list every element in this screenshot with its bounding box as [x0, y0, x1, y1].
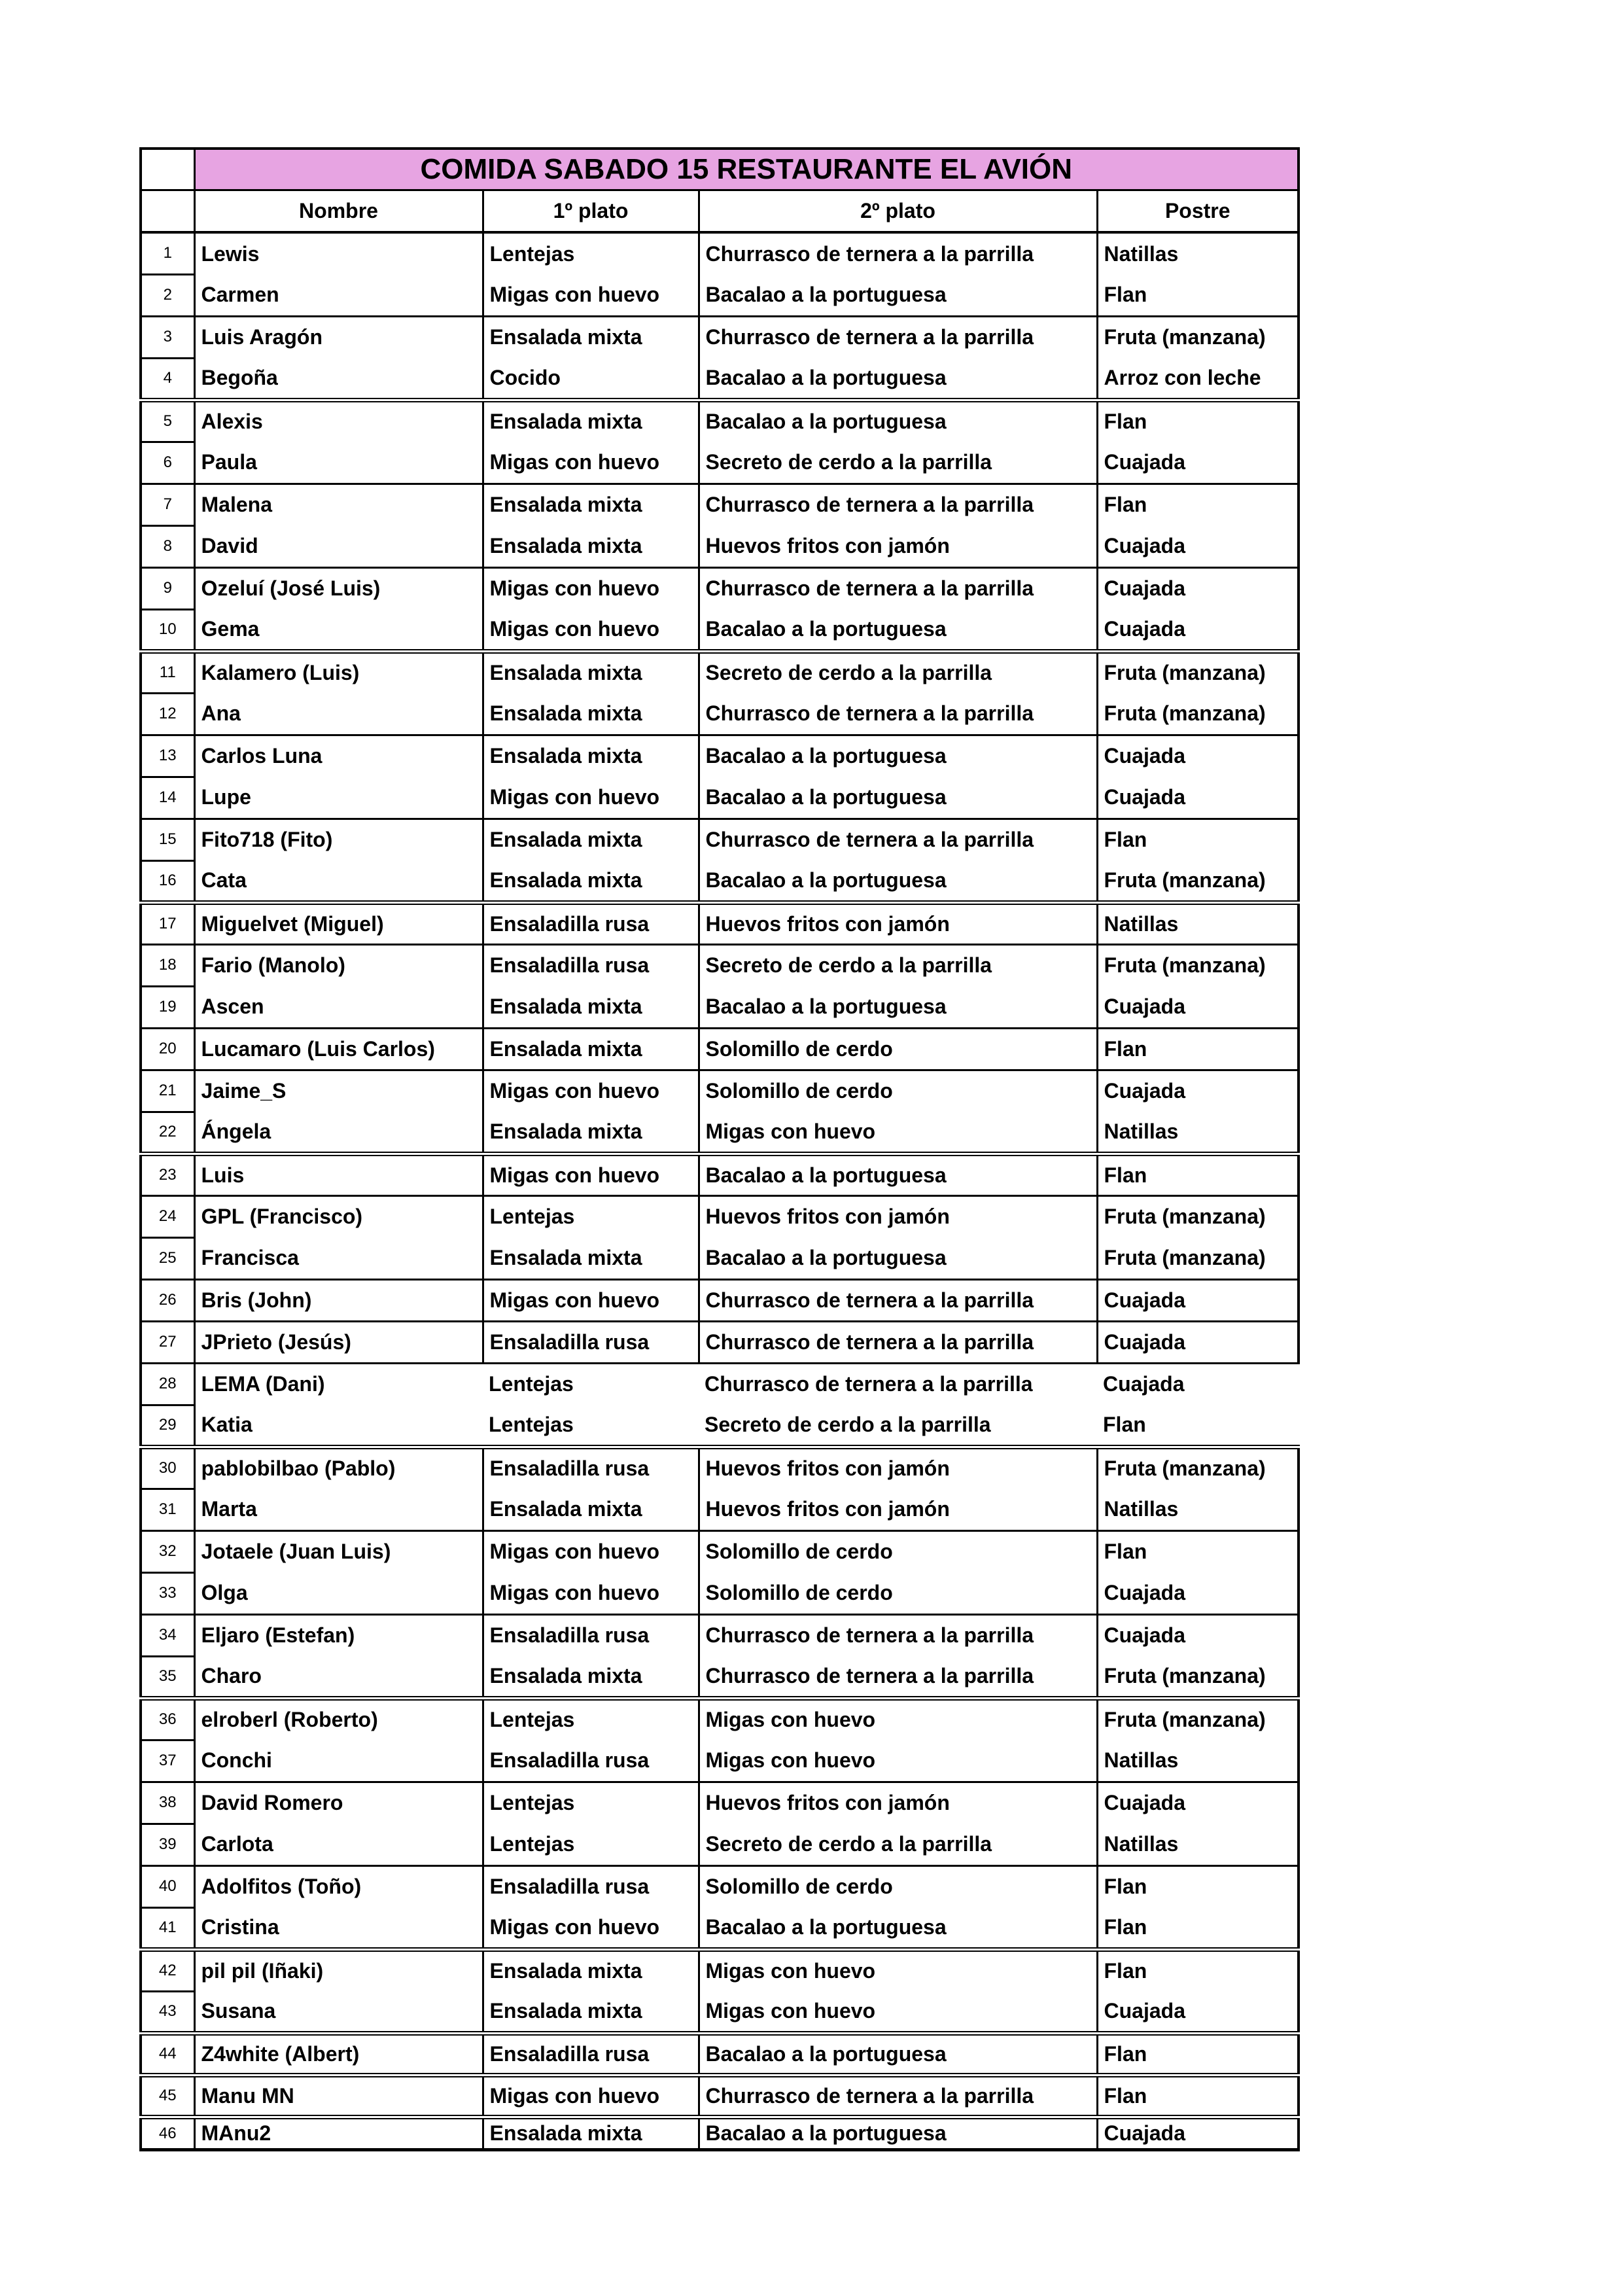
- cell-postre: Flan: [1097, 1530, 1299, 1572]
- cell-1plato: Ensalada mixta: [483, 525, 699, 567]
- table-body: [141, 232, 1299, 2149]
- cell-2plato: Migas con huevo: [699, 1698, 1097, 1740]
- column-header-row: [141, 190, 1299, 232]
- cell-postre: Natillas: [1097, 232, 1299, 274]
- cell-postre: Flan: [1097, 484, 1299, 525]
- cell-nombre: Ozeluí (José Luis): [194, 567, 483, 609]
- cell-1plato: Ensalada mixta: [483, 1656, 699, 1698]
- cell-nombre: Malena: [194, 484, 483, 525]
- row-number: 37: [141, 1740, 194, 1782]
- cell-postre: Flan: [1097, 1907, 1299, 1949]
- cell-nombre: MAnu2: [194, 2117, 483, 2149]
- cell-1plato: Ensalada mixta: [483, 860, 699, 902]
- cell-nombre: Fito718 (Fito): [194, 819, 483, 860]
- cell-postre: Cuajada: [1097, 1614, 1299, 1656]
- cell-1plato: Lentejas: [483, 232, 699, 274]
- table-row: [141, 1405, 1299, 1447]
- cell-2plato: Bacalao a la portuguesa: [699, 1237, 1097, 1279]
- cell-1plato: Migas con huevo: [483, 1572, 699, 1614]
- cell-1plato: Migas con huevo: [483, 609, 699, 651]
- row-number: 38: [141, 1782, 194, 1824]
- cell-1plato: Ensaladilla rusa: [483, 2033, 699, 2075]
- cell-nombre: Lupe: [194, 777, 483, 819]
- cell-nombre: David: [194, 525, 483, 567]
- corner-cell-title: [141, 149, 194, 190]
- cell-1plato: Ensaladilla rusa: [483, 1740, 699, 1782]
- page-title: COMIDA SABADO 15 RESTAURANTE EL AVIÓN: [194, 149, 1299, 190]
- table-row: [141, 1614, 1299, 1656]
- row-number: 2: [141, 274, 194, 316]
- cell-1plato: Ensalada mixta: [483, 2117, 699, 2149]
- cell-2plato: Secreto de cerdo a la parrilla: [699, 651, 1097, 693]
- cell-1plato: Ensalada mixta: [483, 986, 699, 1028]
- cell-2plato: Bacalao a la portuguesa: [699, 986, 1097, 1028]
- cell-2plato: Churrasco de ternera a la parrilla: [699, 1321, 1097, 1363]
- cell-1plato: Ensalada mixta: [483, 735, 699, 777]
- cell-postre: Fruta (manzana): [1097, 1656, 1299, 1698]
- cell-postre: Cuajada: [1097, 1782, 1299, 1824]
- table-row: [141, 400, 1299, 442]
- cell-postre: Natillas: [1097, 1824, 1299, 1865]
- row-number: 30: [141, 1447, 194, 1489]
- cell-2plato: Huevos fritos con jamón: [699, 1447, 1097, 1489]
- cell-postre: Flan: [1097, 2033, 1299, 2075]
- table-row: [141, 2033, 1299, 2075]
- cell-2plato: Huevos fritos con jamón: [699, 1782, 1097, 1824]
- table-row: [141, 274, 1299, 316]
- row-number: 32: [141, 1530, 194, 1572]
- cell-2plato: Secreto de cerdo a la parrilla: [699, 442, 1097, 484]
- cell-postre: Fruta (manzana): [1097, 860, 1299, 902]
- cell-2plato: Bacalao a la portuguesa: [699, 400, 1097, 442]
- row-number: 20: [141, 1028, 194, 1070]
- cell-1plato: Ensalada mixta: [483, 1028, 699, 1070]
- row-number: 21: [141, 1070, 194, 1112]
- cell-1plato: Lentejas: [483, 1405, 699, 1447]
- table-row: [141, 651, 1299, 693]
- row-number: 44: [141, 2033, 194, 2075]
- row-number: 23: [141, 1154, 194, 1195]
- table-row: [141, 1907, 1299, 1949]
- table-row: [141, 442, 1299, 484]
- cell-postre: Cuajada: [1097, 1572, 1299, 1614]
- cell-postre: Fruta (manzana): [1097, 651, 1299, 693]
- cell-1plato: Cocido: [483, 358, 699, 400]
- cell-1plato: Lentejas: [483, 1195, 699, 1237]
- cell-1plato: Lentejas: [489, 1372, 574, 1396]
- cell-1plato: Ensalada mixta: [483, 316, 699, 358]
- cell-2plato: Migas con huevo: [699, 1991, 1097, 2033]
- row-number: 34: [141, 1614, 194, 1656]
- table-row: [141, 1195, 1299, 1237]
- cell-2plato: Migas con huevo: [699, 1112, 1097, 1154]
- row-number: 8: [141, 525, 194, 567]
- cell-2plato: Churrasco de ternera a la parrilla: [699, 1279, 1097, 1321]
- column-header-2plato: 2º plato: [699, 190, 1097, 232]
- cell-postre: Natillas: [1097, 1112, 1299, 1154]
- table-row: [141, 1782, 1299, 1824]
- cell-nombre: Carlota: [194, 1824, 483, 1865]
- column-header-nombre: Nombre: [194, 190, 483, 232]
- row-number: 46: [141, 2117, 194, 2149]
- cell-postre: Flan: [1097, 1865, 1299, 1907]
- row-number: 14: [141, 777, 194, 819]
- cell-nombre: pil pil (Iñaki): [194, 1949, 483, 1991]
- cell-2plato: Solomillo de cerdo: [699, 1028, 1097, 1070]
- cell-postre: Fruta (manzana): [1097, 1237, 1299, 1279]
- title-row: [141, 149, 1299, 190]
- cell-1plato: Ensalada mixta: [483, 819, 699, 860]
- cell-postre: Cuajada: [1097, 986, 1299, 1028]
- cell-1plato: Ensalada mixta: [483, 1237, 699, 1279]
- table-row: [141, 944, 1299, 986]
- table-row: [141, 1489, 1299, 1530]
- cell-nombre: Charo: [194, 1656, 483, 1698]
- cell-1plato: Ensaladilla rusa: [483, 1447, 699, 1489]
- row-number: 29: [141, 1405, 194, 1447]
- row-number: 11: [141, 651, 194, 693]
- cell-nombre: Eljaro (Estefan): [194, 1614, 483, 1656]
- cell-2plato: Bacalao a la portuguesa: [699, 2117, 1097, 2149]
- cell-2plato: Migas con huevo: [699, 1949, 1097, 1991]
- row-number: 41: [141, 1907, 194, 1949]
- cell-nombre: Z4white (Albert): [194, 2033, 483, 2075]
- cell-postre: Natillas: [1097, 1740, 1299, 1782]
- table-row: [141, 1112, 1299, 1154]
- cell-nombre: Bris (John): [194, 1279, 483, 1321]
- cell-2plato: Huevos fritos con jamón: [699, 525, 1097, 567]
- cell-nombre: Ángela: [194, 1112, 483, 1154]
- table-row: [141, 1279, 1299, 1321]
- cell-nombre: Gema: [194, 609, 483, 651]
- row-number: 22: [141, 1112, 194, 1154]
- table-row: [141, 2117, 1299, 2149]
- cell-nombre: Conchi: [194, 1740, 483, 1782]
- cell-postre: Natillas: [1097, 1489, 1299, 1530]
- cell-1plato: Ensaladilla rusa: [483, 1865, 699, 1907]
- row-number: 3: [141, 316, 194, 358]
- cell-2plato: Huevos fritos con jamón: [699, 1489, 1097, 1530]
- row-number: 4: [141, 358, 194, 400]
- cell-postre: Flan: [1097, 2075, 1299, 2117]
- cell-2plato: Bacalao a la portuguesa: [699, 735, 1097, 777]
- table-row: [141, 1991, 1299, 2033]
- column-header-1plato: 1º plato: [483, 190, 699, 232]
- cell-2plato: Solomillo de cerdo: [699, 1070, 1097, 1112]
- cell-nombre: Carmen: [194, 274, 483, 316]
- cell-nombre: Lewis: [194, 232, 483, 274]
- cell-postre: Fruta (manzana): [1097, 1698, 1299, 1740]
- cell-nombre: Katia: [194, 1405, 483, 1447]
- cell-2plato: Churrasco de ternera a la parrilla: [705, 1372, 1033, 1396]
- table-row: [141, 1154, 1299, 1195]
- cell-nombre: Ana: [194, 693, 483, 735]
- cell-1plato: Migas con huevo: [483, 1070, 699, 1112]
- cell-1plato: Ensalada mixta: [483, 1949, 699, 1991]
- cell-2plato: Huevos fritos con jamón: [699, 1195, 1097, 1237]
- table-row: [141, 1865, 1299, 1907]
- cell-2plato: Churrasco de ternera a la parrilla: [699, 819, 1097, 860]
- cell-2plato: Churrasco de ternera a la parrilla: [699, 1656, 1097, 1698]
- cell-nombre: Begoña: [194, 358, 483, 400]
- cell-nombre: Luis: [194, 1154, 483, 1195]
- cell-2plato: Churrasco de ternera a la parrilla: [699, 2075, 1097, 2117]
- cell-2plato: Churrasco de ternera a la parrilla: [699, 693, 1097, 735]
- row-number: 10: [141, 609, 194, 651]
- cell-nombre: Cristina: [194, 1907, 483, 1949]
- cell-postre: Flan: [1097, 1949, 1299, 1991]
- cell-postre: Cuajada: [1097, 1991, 1299, 2033]
- cell-postre: Arroz con leche: [1097, 358, 1299, 400]
- table-row: [141, 567, 1299, 609]
- cell-nombre: Jotaele (Juan Luis): [194, 1530, 483, 1572]
- cell-1plato: Migas con huevo: [483, 1907, 699, 1949]
- cell-1plato: Migas con huevo: [483, 442, 699, 484]
- cell-1plato: Ensaladilla rusa: [483, 1321, 699, 1363]
- cell-2plato: Churrasco de ternera a la parrilla: [699, 232, 1097, 274]
- cell-1plato: Ensaladilla rusa: [483, 1614, 699, 1656]
- cell-2plato: Bacalao a la portuguesa: [699, 1154, 1097, 1195]
- cell-1plato: Lentejas: [483, 1698, 699, 1740]
- cell-postre: Flan: [1097, 274, 1299, 316]
- cell-2plato: Bacalao a la portuguesa: [699, 777, 1097, 819]
- cell-2plato: Bacalao a la portuguesa: [699, 609, 1097, 651]
- cell-2plato: Churrasco de ternera a la parrilla: [699, 567, 1097, 609]
- table-row: [141, 1824, 1299, 1865]
- row-number: 26: [141, 1279, 194, 1321]
- table-row: [141, 860, 1299, 902]
- cell-2plato: Churrasco de ternera a la parrilla: [699, 1614, 1097, 1656]
- cell-2plato: Secreto de cerdo a la parrilla: [699, 1405, 1097, 1447]
- cell-postre: Cuajada: [1097, 1279, 1299, 1321]
- cell-2plato: Churrasco de ternera a la parrilla: [699, 316, 1097, 358]
- cell-1plato: Ensalada mixta: [483, 693, 699, 735]
- cell-1plato: Ensalada mixta: [483, 1489, 699, 1530]
- cell-nombre: Alexis: [194, 400, 483, 442]
- cell-1plato: Ensaladilla rusa: [483, 944, 699, 986]
- cell-postre: Flan: [1097, 1405, 1299, 1447]
- table-row: [141, 316, 1299, 358]
- row-number: 7: [141, 484, 194, 525]
- cell-1plato: Ensaladilla rusa: [483, 902, 699, 944]
- cell-postre: Cuajada: [1097, 1321, 1299, 1363]
- cell-2plato: Solomillo de cerdo: [699, 1530, 1097, 1572]
- table-row: [141, 1572, 1299, 1614]
- row-number: 31: [141, 1489, 194, 1530]
- cell-2plato: Churrasco de ternera a la parrilla: [699, 484, 1097, 525]
- table-row: [141, 902, 1299, 944]
- cell-1plato: Migas con huevo: [483, 567, 699, 609]
- cell-1plato: Migas con huevo: [483, 1154, 699, 1195]
- cell-1plato: Ensalada mixta: [483, 651, 699, 693]
- cell-1plato: Lentejas: [483, 1824, 699, 1865]
- cell-nombre: David Romero: [194, 1782, 483, 1824]
- cell-nombre: pablobilbao (Pablo): [194, 1447, 483, 1489]
- cell-1plato: Ensalada mixta: [483, 1112, 699, 1154]
- cell-2plato: Bacalao a la portuguesa: [699, 1907, 1097, 1949]
- cell-1plato: Migas con huevo: [483, 2075, 699, 2117]
- cell-nombre: Fario (Manolo): [194, 944, 483, 986]
- cell-postre: Cuajada: [1097, 525, 1299, 567]
- row-number: 33: [141, 1572, 194, 1614]
- table-row: [141, 986, 1299, 1028]
- table-row: [141, 1949, 1299, 1991]
- cell-nombre: elroberl (Roberto): [194, 1698, 483, 1740]
- cell-postre: Flan: [1097, 1028, 1299, 1070]
- cell-postre: Cuajada: [1097, 1070, 1299, 1112]
- table-row: [141, 1237, 1299, 1279]
- row-number: 36: [141, 1698, 194, 1740]
- cell-nombre: Francisca: [194, 1237, 483, 1279]
- cell-postre: Cuajada: [1097, 735, 1299, 777]
- table-row: [141, 484, 1299, 525]
- cell-2plato: Secreto de cerdo a la parrilla: [699, 944, 1097, 986]
- cell-2plato: Migas con huevo: [699, 1740, 1097, 1782]
- table-row: [141, 819, 1299, 860]
- row-number: 39: [141, 1824, 194, 1865]
- cell-2plato: Secreto de cerdo a la parrilla: [699, 1824, 1097, 1865]
- cell-nombre: Carlos Luna: [194, 735, 483, 777]
- cell-nombre: Cata: [194, 860, 483, 902]
- table-row: [141, 1698, 1299, 1740]
- table-row: [141, 2075, 1299, 2117]
- row-number: 45: [141, 2075, 194, 2117]
- row-number: 35: [141, 1656, 194, 1698]
- row-number: 9: [141, 567, 194, 609]
- cell-nombre: Kalamero (Luis): [194, 651, 483, 693]
- row-number: 24: [141, 1195, 194, 1237]
- cell-postre: Flan: [1097, 819, 1299, 860]
- row-number: 40: [141, 1865, 194, 1907]
- row-number: 25: [141, 1237, 194, 1279]
- row-number: 5: [141, 400, 194, 442]
- row-number: 43: [141, 1991, 194, 2033]
- menu-table: [139, 147, 1300, 2151]
- cell-nombre: LEMA (Dani): [201, 1372, 325, 1396]
- cell-2plato: Solomillo de cerdo: [699, 1572, 1097, 1614]
- column-header-postre: Postre: [1097, 190, 1299, 232]
- cell-nombre: Ascen: [194, 986, 483, 1028]
- cell-postre: Cuajada: [1103, 1372, 1185, 1396]
- table-row: [141, 232, 1299, 274]
- cell-postre: Fruta (manzana): [1097, 693, 1299, 735]
- cell-nombre: Marta: [194, 1489, 483, 1530]
- cell-1plato: Ensalada mixta: [483, 484, 699, 525]
- cell-2plato: Huevos fritos con jamón: [699, 902, 1097, 944]
- cell-nombre: Miguelvet (Miguel): [194, 902, 483, 944]
- row-number: 15: [141, 819, 194, 860]
- row-number: 28: [141, 1363, 194, 1405]
- table-row: [141, 1656, 1299, 1698]
- corner-cell-header: [141, 190, 194, 232]
- table-row: [141, 525, 1299, 567]
- table-row: [141, 1363, 1299, 1405]
- table-row: [141, 735, 1299, 777]
- cell-postre: Natillas: [1097, 902, 1299, 944]
- cell-nombre: GPL (Francisco): [194, 1195, 483, 1237]
- row-number: 1: [141, 232, 194, 274]
- table-row: [141, 1740, 1299, 1782]
- table-row: [141, 1530, 1299, 1572]
- table-row: [141, 609, 1299, 651]
- cell-postre: Fruta (manzana): [1097, 316, 1299, 358]
- cell-1plato: Ensalada mixta: [483, 1991, 699, 2033]
- cell-nombre: Susana: [194, 1991, 483, 2033]
- cell-nombre: Manu MN: [194, 2075, 483, 2117]
- cell-1plato: Migas con huevo: [483, 1279, 699, 1321]
- table-row: [141, 1321, 1299, 1363]
- cell-nombre: JPrieto (Jesús): [194, 1321, 483, 1363]
- cell-2plato: Solomillo de cerdo: [699, 1865, 1097, 1907]
- table-row: [141, 1447, 1299, 1489]
- table-row: [141, 1070, 1299, 1112]
- cell-postre: Cuajada: [1097, 2117, 1299, 2149]
- cell-1plato: Migas con huevo: [483, 777, 699, 819]
- row-number: 42: [141, 1949, 194, 1991]
- table-row: [141, 693, 1299, 735]
- row-number: 27: [141, 1321, 194, 1363]
- table-row: [141, 1028, 1299, 1070]
- cell-postre: Cuajada: [1097, 442, 1299, 484]
- cell-nombre: Paula: [194, 442, 483, 484]
- row-number: 6: [141, 442, 194, 484]
- cell-postre: Flan: [1097, 400, 1299, 442]
- cell-postre: Cuajada: [1097, 567, 1299, 609]
- cell-postre: Fruta (manzana): [1097, 1447, 1299, 1489]
- cell-postre: Cuajada: [1097, 777, 1299, 819]
- cell-1plato: Migas con huevo: [483, 1530, 699, 1572]
- row-number: 12: [141, 693, 194, 735]
- cell-postre: Fruta (manzana): [1097, 1195, 1299, 1237]
- cell-1plato: Ensalada mixta: [483, 400, 699, 442]
- cell-nombre: Jaime_S: [194, 1070, 483, 1112]
- cell-nombre: Adolfitos (Toño): [194, 1865, 483, 1907]
- row-number: 19: [141, 986, 194, 1028]
- cell-nombre: Luis Aragón: [194, 316, 483, 358]
- cell-2plato: Bacalao a la portuguesa: [699, 358, 1097, 400]
- cell-postre: Fruta (manzana): [1097, 944, 1299, 986]
- row-number: 18: [141, 944, 194, 986]
- cell-postre: Cuajada: [1097, 609, 1299, 651]
- cell-2plato: Bacalao a la portuguesa: [699, 274, 1097, 316]
- cell-postre: Flan: [1097, 1154, 1299, 1195]
- cell-nombre: Olga: [194, 1572, 483, 1614]
- table-row: [141, 777, 1299, 819]
- table-row: [141, 358, 1299, 400]
- row-number: 17: [141, 902, 194, 944]
- cell-1plato: Lentejas: [483, 1782, 699, 1824]
- cell-2plato: Bacalao a la portuguesa: [699, 860, 1097, 902]
- cell-1plato: Migas con huevo: [483, 274, 699, 316]
- row-number: 16: [141, 860, 194, 902]
- cell-2plato: Bacalao a la portuguesa: [699, 2033, 1097, 2075]
- cell-nombre: Lucamaro (Luis Carlos): [194, 1028, 483, 1070]
- row-number: 13: [141, 735, 194, 777]
